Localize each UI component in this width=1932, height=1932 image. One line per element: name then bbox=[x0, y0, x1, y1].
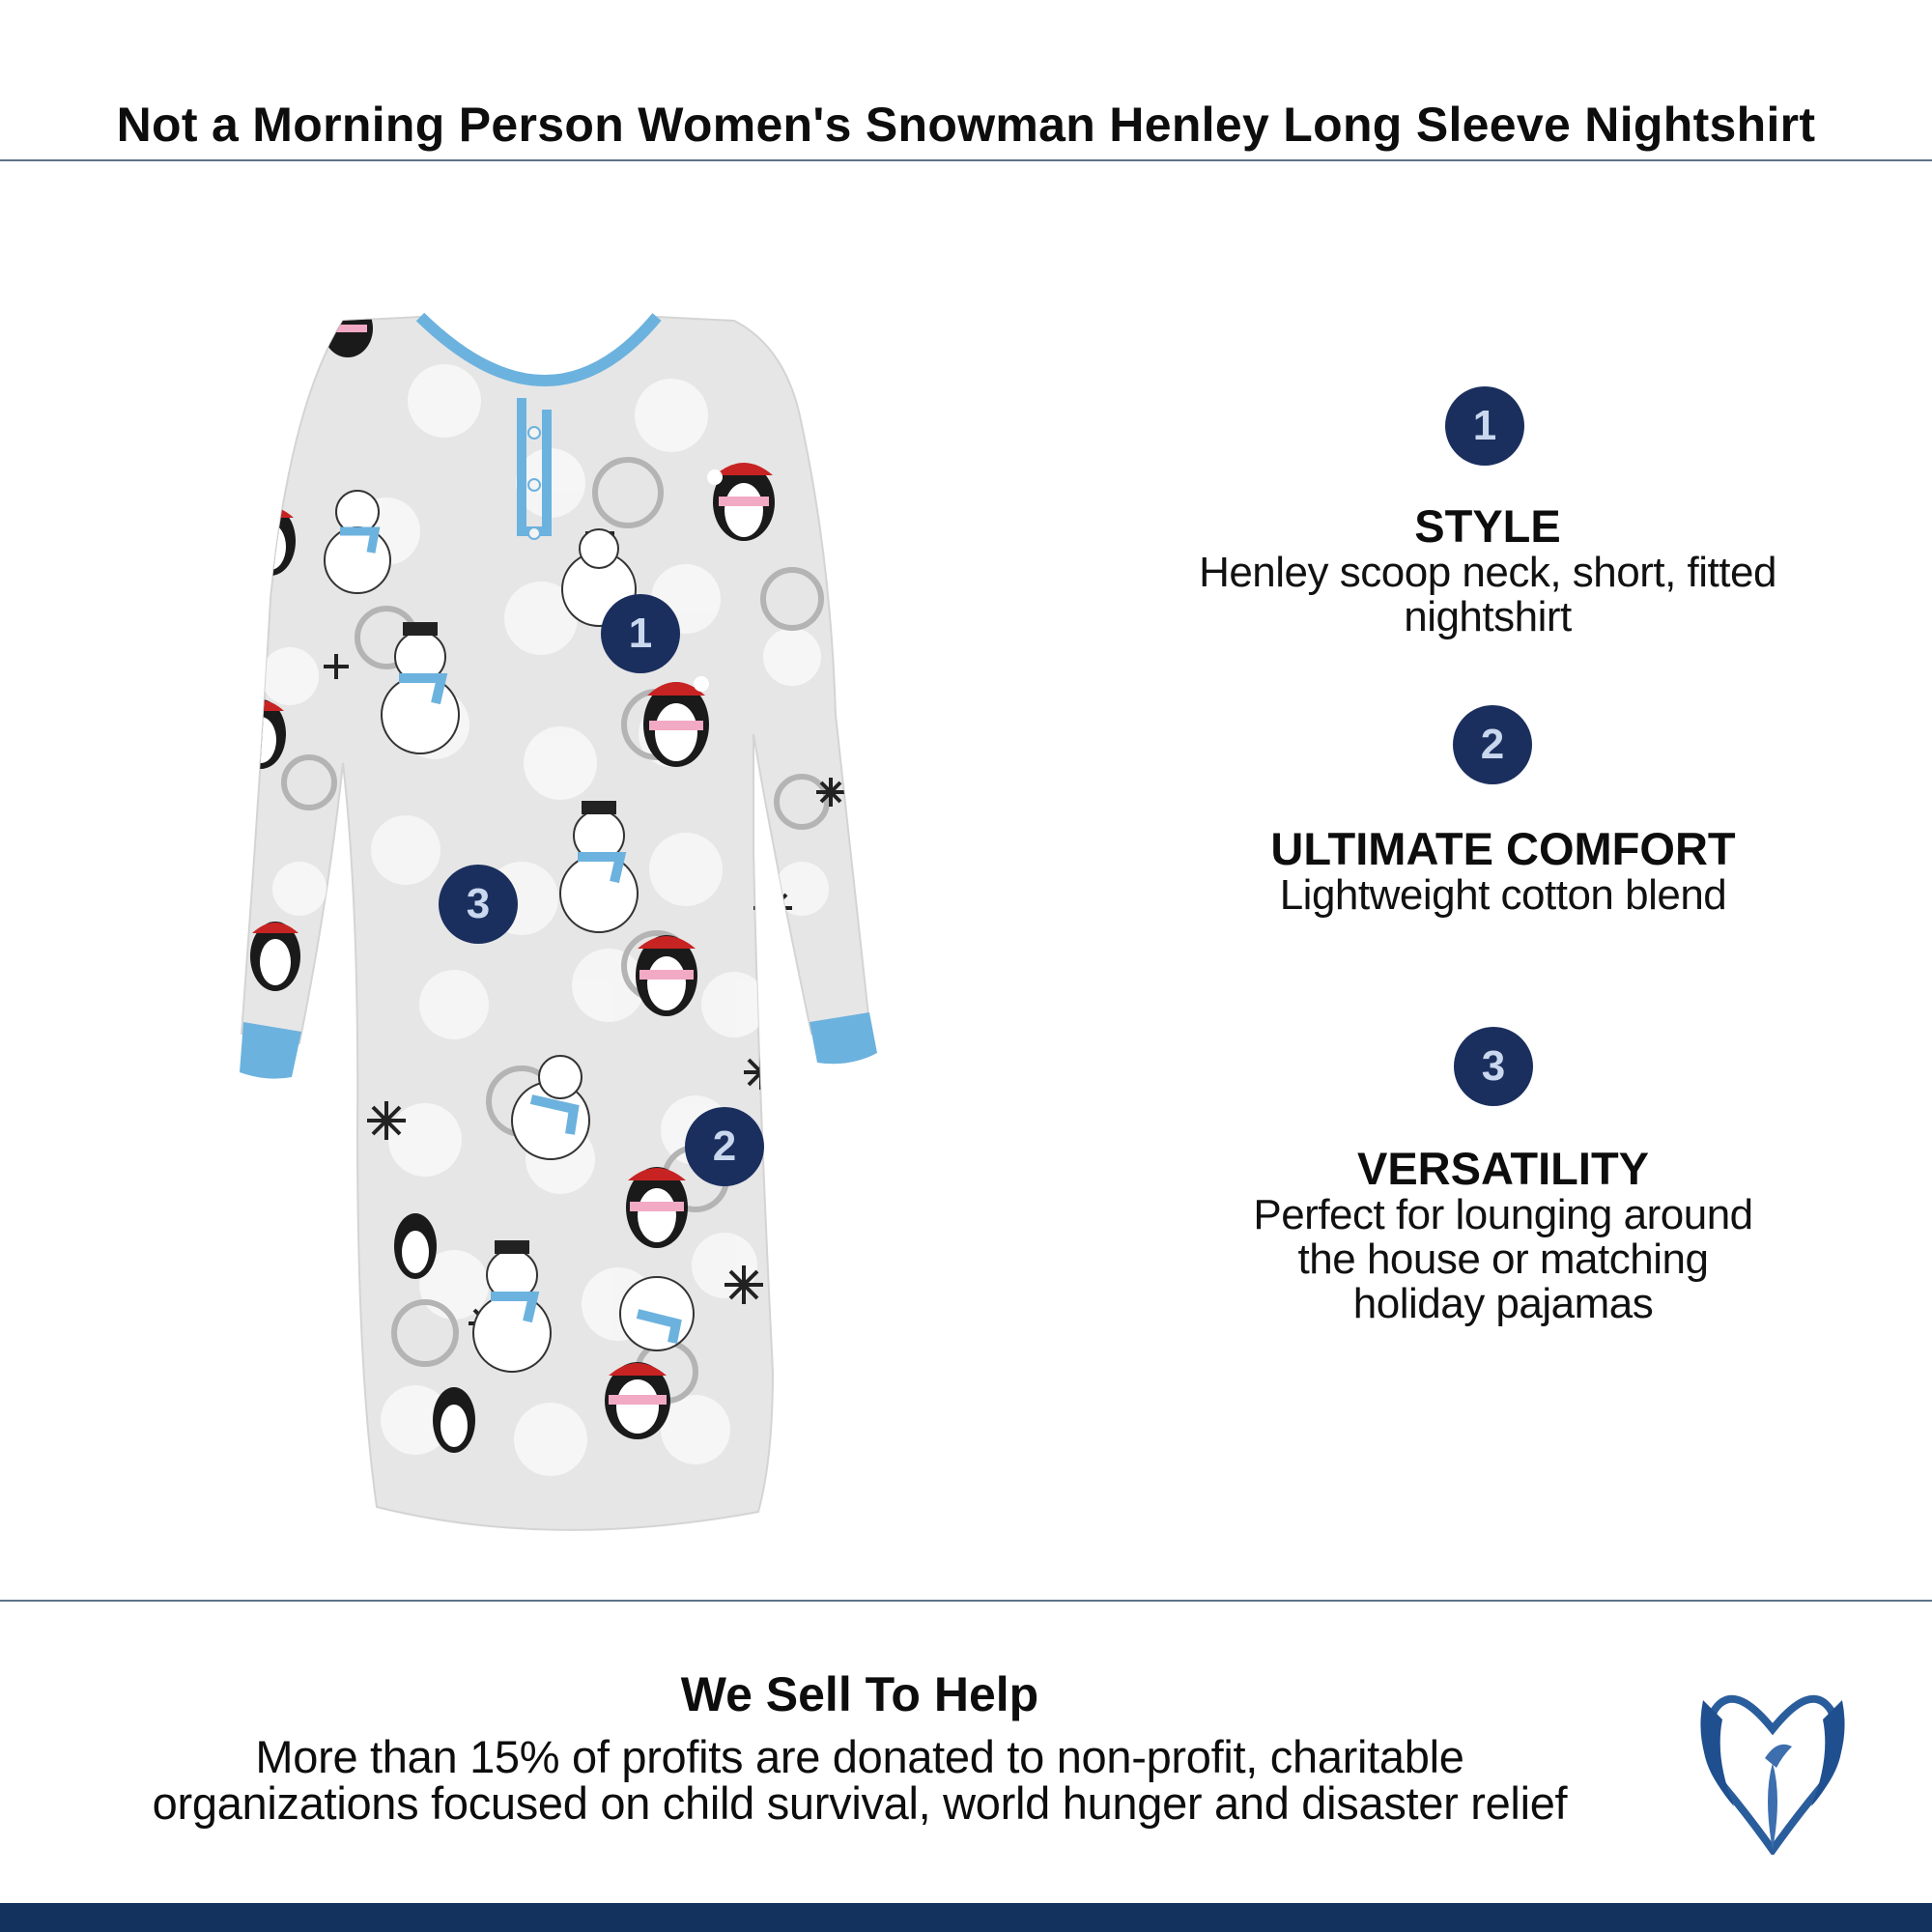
help-description-line: More than 15% of profits are donated to non-profit, charitable bbox=[255, 1731, 1464, 1782]
feature-ultimate-comfort bbox=[1155, 705, 1851, 918]
feature-style bbox=[1140, 386, 1835, 639]
help-description-line: organizations focused on child survival, world hunger and disaster relief bbox=[152, 1777, 1568, 1829]
feature-description-line: Lightweight cotton blend bbox=[1279, 871, 1727, 919]
feature-description-line: nightshirt bbox=[1404, 593, 1572, 640]
page-title: Not a Morning Person Women's Snowman Henley Long Sleeve Nightshirt bbox=[116, 98, 1816, 152]
feature-badge-2: 2 bbox=[1453, 705, 1532, 784]
product-marker-2[interactable]: 2 bbox=[685, 1107, 764, 1186]
feature-title: STYLE bbox=[1414, 500, 1561, 552]
feature-description-line: holiday pajamas bbox=[1352, 1280, 1654, 1327]
product-marker-1[interactable]: 1 bbox=[601, 594, 680, 673]
feature-description-line: the house or matching bbox=[1297, 1236, 1709, 1283]
feature-badge-3: 3 bbox=[1454, 1027, 1533, 1106]
product-marker-3[interactable]: 3 bbox=[439, 865, 518, 944]
heart-wings-logo-icon bbox=[1695, 1671, 1850, 1855]
feature-badge-1: 1 bbox=[1445, 386, 1524, 466]
help-heading: We Sell To Help bbox=[680, 1667, 1039, 1721]
feature-title: ULTIMATE COMFORT bbox=[1270, 823, 1736, 874]
feature-description-line: Perfect for lounging around bbox=[1253, 1191, 1753, 1238]
feature-description-line: Henley scoop neck, short, fitted bbox=[1199, 549, 1776, 596]
feature-versatility bbox=[1155, 1027, 1851, 1326]
help-description bbox=[58, 1731, 1662, 1829]
header-divider bbox=[0, 159, 1932, 161]
nightshirt-image bbox=[232, 309, 1005, 1555]
feature-title: VERSATILITY bbox=[1356, 1143, 1650, 1194]
footer-bar bbox=[0, 1903, 1932, 1932]
section-divider bbox=[0, 1600, 1932, 1602]
